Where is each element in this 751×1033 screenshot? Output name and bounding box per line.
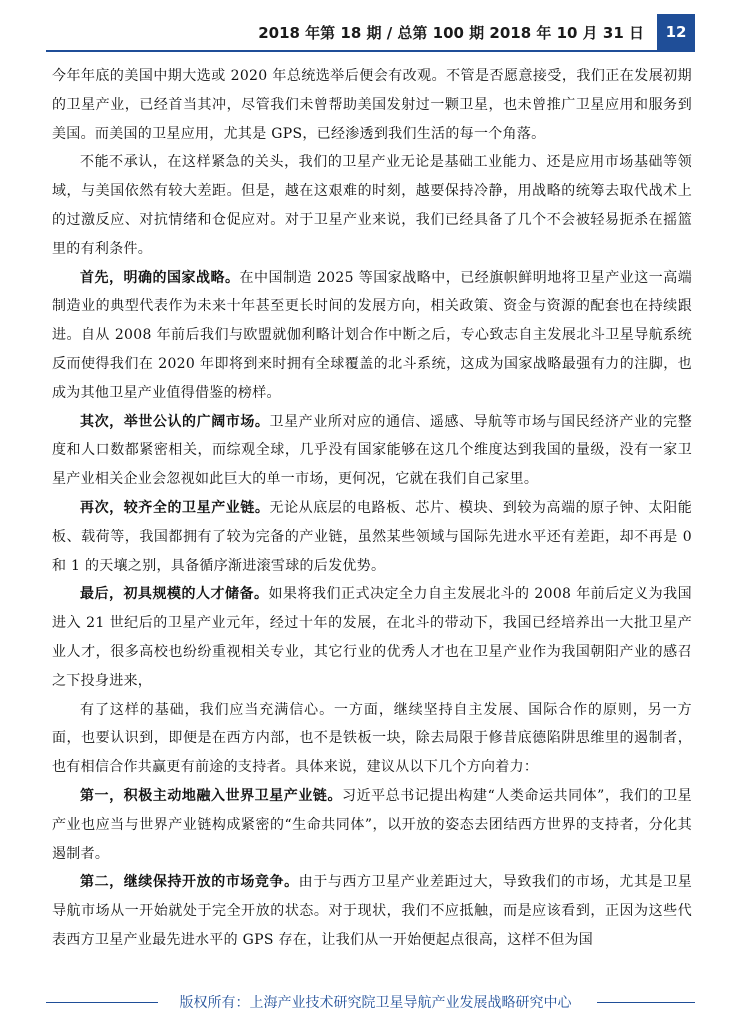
paragraph-text: 卫星产业所对应的通信、遥感、导航等市场与国民经济产业的完整度和人口数都紧密相关，而综观全球，几乎没有国家能够在这几个维度达到我国的量级，没有一家卫星产业相关企业会忽视如此巨大的单一市场，更何况，它就在我们自己家里。 (52, 413, 692, 488)
header-rule (46, 50, 695, 52)
paragraph-lead: 第二，继续保持开放的市场竞争。 (80, 874, 299, 891)
paragraph-lead: 第一，积极主动地融入世界卫星产业链。 (80, 787, 343, 804)
paragraph-text: 由于与西方卫星产业差距过大，导致我们的市场，尤其是卫星导航市场从一开始就处于完全开放的状态。对于现状，我们不应抵触，而是应该看到，正因为这些代表西方卫星产业最先进水平的 GPS 存在，让我们从一开始便起点很高，这样不但为国 (52, 874, 692, 948)
paragraph-lead: 其次，举世公认的广阔市场。 (80, 413, 270, 430)
paragraph-text: 在中国制造 2025 等国家战略中，已经旗帜鲜明地将卫星产业这一高端制造业的典型代表作为未来十年甚至更长时间的发展方向，相关政策、资金与资源的配套也在持续跟进。自从 2008 年前后我们与欧盟就伽利略计划合作中断之后，专心致志自主发展北斗卫星导航系统反而使得我们在 2020 年即将到来时拥有全球覆盖的北斗系统，这成为国家战略最强有力的注脚，也成为其他卫星产业值得借鉴的榜样。 (52, 269, 692, 401)
paragraph-lead: 最后，初具规模的人才储备。 (80, 586, 269, 603)
paragraph (52, 868, 692, 954)
footer-rule-right (597, 1002, 695, 1003)
page-footer (0, 990, 751, 1020)
paragraph-lead: 首先，明确的国家战略。 (80, 269, 240, 286)
paragraph (52, 62, 692, 148)
paragraph-text: 无论从底层的电路板、芯片、模块、到较为高端的原子钟、太阳能板、载荷等，我国都拥有了较为完备的产业链，虽然某些领域与国际先进水平还有差距，却不再是 0 和 1 的天壤之别，具备循序渐进滚雪球的后发优势。 (52, 499, 692, 574)
paragraph-text: 习近平总书记提出构建“人类命运共同体”，我们的卫星产业也应当与世界产业链构成紧密的“生命共同体”，以开放的姿态去团结西方世界的支持者，分化其遏制者。 (52, 787, 692, 862)
article-body (52, 62, 692, 955)
copyright-notice: 版权所有：上海产业技术研究院卫星导航产业发展战略研究中心 (179, 995, 572, 1011)
page-number: 12 (657, 14, 695, 50)
paragraph-text: 有了这样的基础，我们应当充满信心。一方面，继续坚持自主发展、国际合作的原则，另一方面，也要认识到，即便是在西方内部，也不是铁板一块，除去局限于修昔底德陷阱思维里的遏制者，也有相信合作共赢更有前途的支持者。具体来说，建议从以下几个方向着力： (52, 701, 692, 776)
paragraph (52, 264, 692, 408)
paragraph-text: 如果将我们正式决定全力自主发展北斗的 2008 年前后定义为我国进入 21 世纪后的卫星产业元年，经过十年的发展，在北斗的带动下，我国已经培养出一大批卫星产业人才，很多高校也纷纷重视相关专业，其它行业的优秀人才也在卫星产业作为我国朝阳产业的感召之下投身进来， (52, 586, 692, 689)
page-header (0, 0, 751, 60)
paragraph (52, 148, 692, 263)
issue-info: 2018 年第 18 期 / 总第 100 期 2018 年 10 月 31 日 (258, 24, 644, 42)
paragraph (52, 580, 692, 695)
paragraph-lead: 再次，较齐全的卫星产业链。 (80, 499, 270, 516)
paragraph (52, 494, 692, 580)
paragraph (52, 696, 692, 782)
paragraph (52, 408, 692, 494)
paragraph (52, 782, 692, 868)
paragraph-text: 今年年底的美国中期大选或 2020 年总统选举后便会有改观。不管是否愿意接受，我们正在发展初期的卫星产业，已经首当其冲，尽管我们未曾帮助美国发射过一颗卫星，也未曾推广卫星应用和服务到美国。而美国的卫星应用，尤其是 GPS，已经渗透到我们生活的每一个角落。 (52, 68, 692, 142)
paragraph-text: 不能不承认，在这样紧急的关头，我们的卫星产业无论是基础工业能力、还是应用市场基础等领域，与美国依然有较大差距。但是，越在这艰难的时刻，越要保持冷静，用战略的统筹去取代战术上的过激反应、对抗情绪和仓促应对。对于卫星产业来说，我们已经具备了几个不会被轻易扼杀在摇篮里的有利条件。 (52, 154, 692, 257)
